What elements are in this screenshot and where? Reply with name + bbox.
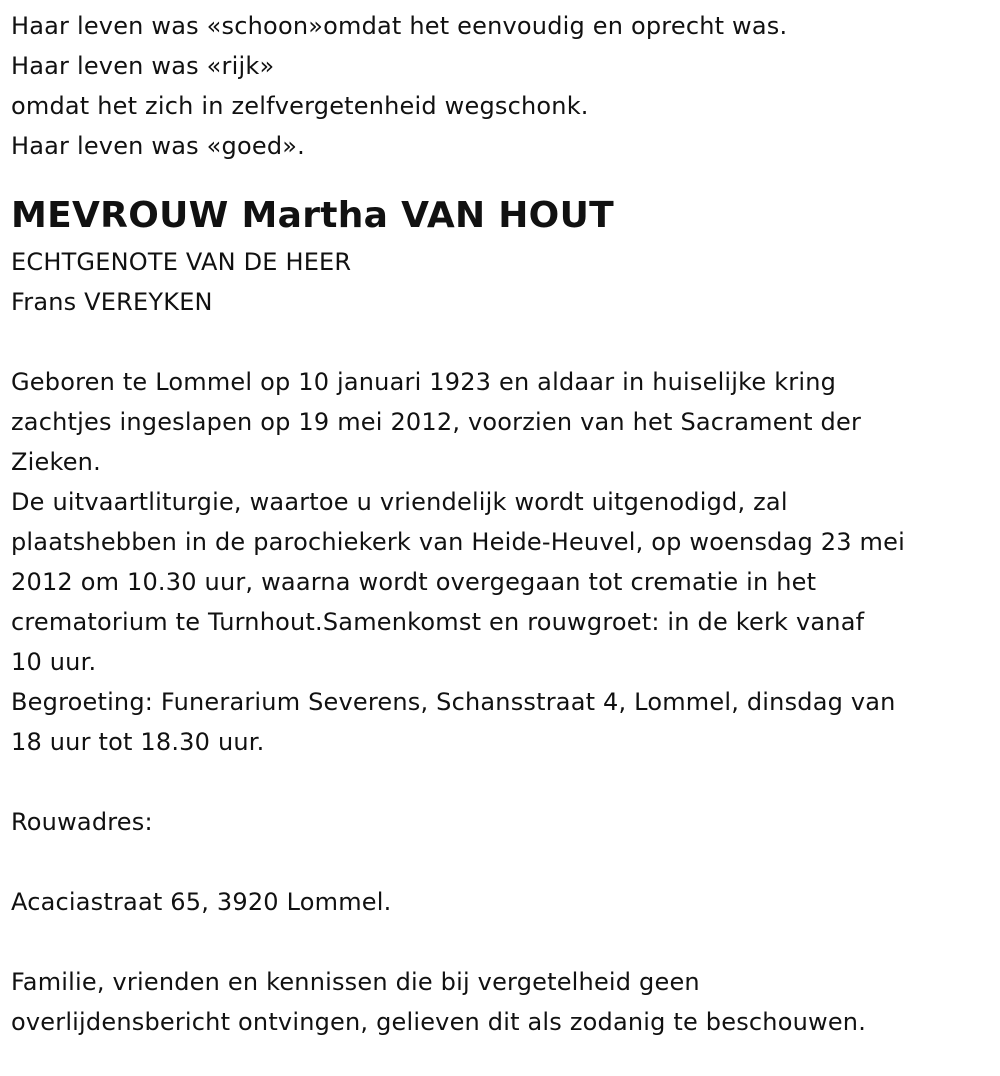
details-line: 2012 om 10.30 uur, waarna wordt overgegaan tot crematie in het	[11, 568, 817, 596]
spouse-info	[11, 242, 1000, 322]
details-line: zachtjes ingeslapen op 19 mei 2012, voorzien van het Sacrament der	[11, 408, 862, 436]
poem-line: Haar leven was «rijk»	[11, 52, 275, 80]
closing-line: overlijdensbericht ontvingen, gelieven dit als zodanig te beschouwen.	[11, 1008, 867, 1036]
spacer	[11, 762, 1000, 802]
obituary-notice	[0, 6, 1000, 1076]
deceased-name: MEVROUW Martha VAN HOUT	[11, 195, 614, 236]
poem-line: omdat het zich in zelfvergetenheid wegschonk.	[11, 92, 589, 120]
spouse-line: ECHTGENOTE VAN DE HEER	[11, 248, 352, 276]
details-line: Begroeting: Funerarium Severens, Schansstraat 4, Lommel, dinsdag van	[11, 688, 896, 716]
closing-paragraph	[11, 962, 1000, 1042]
poem	[11, 6, 1000, 166]
details-line: 18 uur tot 18.30 uur.	[11, 728, 265, 756]
details-line: Zieken.	[11, 448, 101, 476]
spacer	[11, 322, 1000, 362]
spacer	[11, 922, 1000, 962]
poem-line: Haar leven was «goed».	[11, 132, 305, 160]
details-line: plaatshebben in de parochiekerk van Heide-Heuvel, op woensdag 23 mei	[11, 528, 905, 556]
details-line: 10 uur.	[11, 648, 97, 676]
address: Acaciastraat 65, 3920 Lommel.	[11, 888, 392, 916]
closing-line: Familie, vrienden en kennissen die bij vergetelheid geen	[11, 968, 700, 996]
details-line: crematorium te Turnhout.Samenkomst en rouwgroet: in de kerk vanaf	[11, 608, 865, 636]
details-line: De uitvaartliturgie, waartoe u vriendelijk wordt uitgenodigd, zal	[11, 488, 788, 516]
poem-line: Haar leven was «schoon»omdat het eenvoudig en oprecht was.	[11, 12, 788, 40]
spacer	[11, 842, 1000, 882]
details-line: Geboren te Lommel op 10 januari 1923 en aldaar in huiselijke kring	[11, 368, 837, 396]
address-label: Rouwadres:	[11, 808, 153, 836]
spouse-line: Frans VEREYKEN	[11, 288, 213, 316]
details-paragraph	[11, 362, 1000, 762]
